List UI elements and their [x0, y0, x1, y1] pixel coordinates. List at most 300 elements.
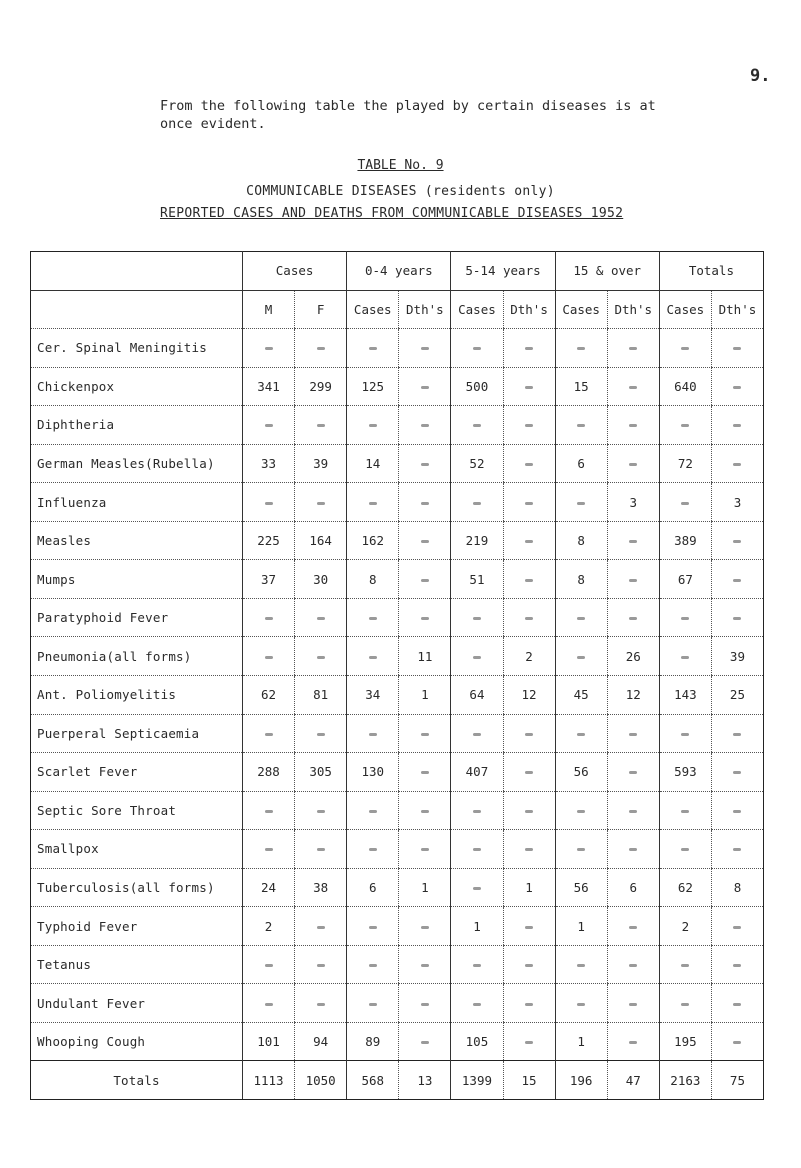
dash-mark — [265, 656, 273, 659]
value-cell — [347, 329, 399, 368]
value-cell: 101 — [243, 1022, 295, 1061]
value-cell — [503, 560, 555, 599]
value-cell — [347, 406, 399, 445]
value-cell — [607, 406, 659, 445]
value-cell: 164 — [295, 521, 347, 560]
dash-mark — [629, 810, 637, 813]
value-cell — [243, 637, 295, 676]
dash-mark — [681, 502, 689, 505]
dash-mark — [733, 1041, 741, 1044]
value-cell — [659, 598, 711, 637]
value-cell — [451, 945, 503, 984]
value-cell — [659, 329, 711, 368]
dash-mark — [577, 810, 585, 813]
value-cell — [451, 637, 503, 676]
dash-mark — [473, 347, 481, 350]
table-row — [31, 868, 764, 907]
disease-name: Chickenpox — [31, 367, 243, 406]
dash-mark — [265, 617, 273, 620]
dash-mark — [421, 964, 429, 967]
dash-mark — [421, 617, 429, 620]
dash-mark — [681, 964, 689, 967]
value-cell — [347, 791, 399, 830]
value-cell — [243, 984, 295, 1023]
value-cell — [503, 945, 555, 984]
value-cell: 1 — [451, 907, 503, 946]
table-row — [31, 329, 764, 368]
disease-name: Puerperal Septicaemia — [31, 714, 243, 753]
dash-mark — [733, 579, 741, 582]
value-cell: 225 — [243, 521, 295, 560]
value-cell — [711, 830, 763, 869]
dash-mark — [421, 1003, 429, 1006]
dash-mark — [369, 617, 377, 620]
dash-mark — [629, 848, 637, 851]
dash-mark — [369, 733, 377, 736]
dash-mark — [577, 848, 585, 851]
value-cell: 39 — [711, 637, 763, 676]
value-cell — [295, 406, 347, 445]
dash-mark — [421, 502, 429, 505]
value-cell — [295, 791, 347, 830]
dash-mark — [421, 926, 429, 929]
dash-mark — [629, 617, 637, 620]
dash-mark — [421, 347, 429, 350]
value-cell: 89 — [347, 1022, 399, 1061]
value-cell: 299 — [295, 367, 347, 406]
dash-mark — [473, 848, 481, 851]
value-cell: 15 — [555, 367, 607, 406]
dash-mark — [629, 926, 637, 929]
disease-name: Whooping Cough — [31, 1022, 243, 1061]
value-cell: 56 — [555, 753, 607, 792]
value-cell — [555, 406, 607, 445]
table-heading: COMMUNICABLE DISEASES (residents only) — [246, 184, 555, 199]
value-cell — [243, 714, 295, 753]
dash-mark — [525, 579, 533, 582]
dash-mark — [629, 424, 637, 427]
table-subheading: REPORTED CASES AND DEATHS FROM COMMUNICABLE DISEASES 1952 — [160, 206, 624, 221]
dash-mark — [525, 810, 533, 813]
value-cell — [503, 444, 555, 483]
value-cell: 6 — [555, 444, 607, 483]
value-cell — [451, 830, 503, 869]
value-cell: 11 — [399, 637, 451, 676]
value-cell — [399, 907, 451, 946]
value-cell: 24 — [243, 868, 295, 907]
dash-mark — [421, 386, 429, 389]
value-cell: 2163 — [659, 1061, 711, 1100]
value-cell: 3 — [711, 483, 763, 522]
value-cell — [399, 406, 451, 445]
value-cell — [347, 637, 399, 676]
dash-mark — [369, 848, 377, 851]
dash-mark — [629, 463, 637, 466]
dash-mark — [733, 771, 741, 774]
value-cell: 64 — [451, 676, 503, 715]
value-cell: 62 — [659, 868, 711, 907]
dash-mark — [525, 463, 533, 466]
group-header-row — [31, 252, 764, 291]
dash-mark — [421, 848, 429, 851]
value-cell — [607, 753, 659, 792]
value-cell — [659, 637, 711, 676]
table-row — [31, 406, 764, 445]
dash-mark — [473, 656, 481, 659]
value-cell: 1050 — [295, 1061, 347, 1100]
value-cell — [243, 329, 295, 368]
dash-mark — [317, 502, 325, 505]
dash-mark — [577, 1003, 585, 1006]
dash-mark — [733, 617, 741, 620]
value-cell: 195 — [659, 1022, 711, 1061]
value-cell — [399, 791, 451, 830]
disease-name: Scarlet Fever — [31, 753, 243, 792]
value-cell — [607, 367, 659, 406]
dash-mark — [473, 502, 481, 505]
value-cell: 500 — [451, 367, 503, 406]
value-cell — [607, 329, 659, 368]
value-cell: 2 — [503, 637, 555, 676]
disease-name: Cer. Spinal Meningitis — [31, 329, 243, 368]
value-cell — [399, 830, 451, 869]
value-cell: 33 — [243, 444, 295, 483]
value-cell — [451, 868, 503, 907]
value-cell: 8 — [555, 521, 607, 560]
value-cell: 162 — [347, 521, 399, 560]
dash-mark — [577, 617, 585, 620]
value-cell — [243, 598, 295, 637]
dash-mark — [473, 810, 481, 813]
value-cell — [399, 1022, 451, 1061]
blank-header-cell — [31, 290, 243, 329]
dash-mark — [265, 424, 273, 427]
value-cell — [451, 483, 503, 522]
dash-mark — [265, 848, 273, 851]
column-group-header: Totals — [659, 252, 763, 291]
value-cell — [295, 984, 347, 1023]
value-cell — [243, 406, 295, 445]
dash-mark — [421, 579, 429, 582]
value-cell: 62 — [243, 676, 295, 715]
disease-name: Measles — [31, 521, 243, 560]
dash-mark — [369, 424, 377, 427]
column-subheader: Cases — [451, 290, 503, 329]
value-cell — [711, 521, 763, 560]
dash-mark — [733, 1003, 741, 1006]
value-cell: 288 — [243, 753, 295, 792]
dash-mark — [317, 810, 325, 813]
dash-mark — [421, 733, 429, 736]
disease-name: Mumps — [31, 560, 243, 599]
dash-mark — [629, 540, 637, 543]
column-subheader: Dth's — [399, 290, 451, 329]
value-cell — [347, 907, 399, 946]
value-cell — [659, 483, 711, 522]
dash-mark — [629, 733, 637, 736]
value-cell — [399, 444, 451, 483]
dash-mark — [317, 347, 325, 350]
value-cell — [711, 1022, 763, 1061]
dash-mark — [421, 540, 429, 543]
dash-mark — [525, 386, 533, 389]
value-cell — [555, 830, 607, 869]
value-cell: 389 — [659, 521, 711, 560]
table-row — [31, 483, 764, 522]
dash-mark — [733, 424, 741, 427]
table-row — [31, 791, 764, 830]
value-cell — [503, 714, 555, 753]
dash-mark — [473, 964, 481, 967]
corner-cell — [31, 252, 243, 291]
value-cell — [607, 984, 659, 1023]
value-cell — [711, 560, 763, 599]
dash-mark — [317, 1003, 325, 1006]
value-cell — [295, 483, 347, 522]
value-cell: 3 — [607, 483, 659, 522]
column-subheader: Cases — [659, 290, 711, 329]
dash-mark — [733, 386, 741, 389]
table-row — [31, 598, 764, 637]
value-cell — [503, 791, 555, 830]
value-cell: 640 — [659, 367, 711, 406]
dash-mark — [681, 733, 689, 736]
dash-mark — [629, 1041, 637, 1044]
value-cell: 105 — [451, 1022, 503, 1061]
disease-name: Undulant Fever — [31, 984, 243, 1023]
value-cell: 305 — [295, 753, 347, 792]
value-cell — [503, 329, 555, 368]
value-cell: 13 — [399, 1061, 451, 1100]
dash-mark — [317, 424, 325, 427]
dash-mark — [681, 617, 689, 620]
value-cell: 143 — [659, 676, 711, 715]
value-cell: 8 — [347, 560, 399, 599]
value-cell — [503, 907, 555, 946]
value-cell — [399, 329, 451, 368]
value-cell — [295, 714, 347, 753]
value-cell — [659, 791, 711, 830]
value-cell: 37 — [243, 560, 295, 599]
dash-mark — [733, 463, 741, 466]
disease-name: Influenza — [31, 483, 243, 522]
value-cell — [243, 830, 295, 869]
value-cell — [711, 791, 763, 830]
dash-mark — [525, 1003, 533, 1006]
dash-mark — [733, 848, 741, 851]
value-cell: 39 — [295, 444, 347, 483]
dash-mark — [629, 386, 637, 389]
value-cell: 67 — [659, 560, 711, 599]
dash-mark — [525, 540, 533, 543]
dash-mark — [421, 463, 429, 466]
value-cell — [659, 945, 711, 984]
value-cell: 12 — [607, 676, 659, 715]
table-row — [31, 1022, 764, 1061]
value-cell: 1 — [399, 676, 451, 715]
subheader-row — [31, 290, 764, 329]
table-row — [31, 945, 764, 984]
dash-mark — [265, 502, 273, 505]
value-cell — [607, 444, 659, 483]
dash-mark — [369, 926, 377, 929]
value-cell: 2 — [243, 907, 295, 946]
disease-name: Septic Sore Throat — [31, 791, 243, 830]
dash-mark — [629, 771, 637, 774]
value-cell — [295, 329, 347, 368]
value-cell — [399, 753, 451, 792]
value-cell — [451, 406, 503, 445]
totals-row — [31, 1061, 764, 1100]
value-cell: 81 — [295, 676, 347, 715]
value-cell: 45 — [555, 676, 607, 715]
value-cell — [295, 830, 347, 869]
dash-mark — [525, 617, 533, 620]
dash-mark — [473, 887, 481, 890]
dash-mark — [369, 656, 377, 659]
value-cell — [243, 791, 295, 830]
dash-mark — [577, 424, 585, 427]
value-cell — [607, 791, 659, 830]
dash-mark — [525, 733, 533, 736]
value-cell — [711, 907, 763, 946]
value-cell: 1 — [555, 1022, 607, 1061]
dash-mark — [317, 656, 325, 659]
value-cell — [295, 945, 347, 984]
value-cell: 341 — [243, 367, 295, 406]
value-cell: 51 — [451, 560, 503, 599]
value-cell — [659, 830, 711, 869]
value-cell: 30 — [295, 560, 347, 599]
dash-mark — [577, 656, 585, 659]
value-cell — [607, 945, 659, 984]
dash-mark — [317, 926, 325, 929]
disease-name: Diphtheria — [31, 406, 243, 445]
dash-mark — [525, 964, 533, 967]
value-cell — [711, 714, 763, 753]
dash-mark — [525, 502, 533, 505]
dash-mark — [369, 502, 377, 505]
dash-mark — [369, 810, 377, 813]
value-cell — [711, 406, 763, 445]
value-cell: 593 — [659, 753, 711, 792]
dash-mark — [421, 424, 429, 427]
disease-table — [30, 251, 764, 1100]
value-cell — [399, 714, 451, 753]
dash-mark — [681, 1003, 689, 1006]
value-cell — [607, 714, 659, 753]
column-subheader: Dth's — [607, 290, 659, 329]
value-cell — [347, 984, 399, 1023]
column-subheader: Cases — [555, 290, 607, 329]
value-cell — [555, 714, 607, 753]
value-cell: 34 — [347, 676, 399, 715]
value-cell — [711, 945, 763, 984]
dash-mark — [317, 733, 325, 736]
column-group-header: 0-4 years — [347, 252, 451, 291]
dash-mark — [473, 733, 481, 736]
value-cell — [347, 598, 399, 637]
dash-mark — [733, 347, 741, 350]
value-cell — [451, 791, 503, 830]
disease-name: Tetanus — [31, 945, 243, 984]
dash-mark — [733, 540, 741, 543]
value-cell: 407 — [451, 753, 503, 792]
dash-mark — [473, 1003, 481, 1006]
disease-name: Ant. Poliomyelitis — [31, 676, 243, 715]
value-cell: 1399 — [451, 1061, 503, 1100]
value-cell — [555, 984, 607, 1023]
value-cell — [659, 984, 711, 1023]
value-cell: 72 — [659, 444, 711, 483]
value-cell: 1113 — [243, 1061, 295, 1100]
value-cell — [555, 945, 607, 984]
value-cell — [399, 945, 451, 984]
value-cell — [399, 521, 451, 560]
value-cell — [607, 521, 659, 560]
value-cell: 8 — [711, 868, 763, 907]
column-group-header: 15 & over — [555, 252, 659, 291]
value-cell: 75 — [711, 1061, 763, 1100]
value-cell — [659, 406, 711, 445]
dash-mark — [421, 810, 429, 813]
dash-mark — [681, 424, 689, 427]
value-cell — [503, 984, 555, 1023]
value-cell: 38 — [295, 868, 347, 907]
dash-mark — [265, 733, 273, 736]
value-cell: 14 — [347, 444, 399, 483]
table-row — [31, 444, 764, 483]
value-cell — [607, 598, 659, 637]
dash-mark — [473, 424, 481, 427]
value-cell — [399, 598, 451, 637]
value-cell — [503, 483, 555, 522]
dash-mark — [629, 579, 637, 582]
value-cell — [503, 406, 555, 445]
dash-mark — [681, 810, 689, 813]
value-cell: 2 — [659, 907, 711, 946]
table-row — [31, 714, 764, 753]
disease-name: German Measles(Rubella) — [31, 444, 243, 483]
value-cell — [503, 830, 555, 869]
value-cell — [555, 483, 607, 522]
column-subheader: Cases — [347, 290, 399, 329]
table-row — [31, 830, 764, 869]
value-cell — [555, 791, 607, 830]
dash-mark — [317, 848, 325, 851]
value-cell: 1 — [399, 868, 451, 907]
dash-mark — [317, 617, 325, 620]
column-subheader: Dth's — [711, 290, 763, 329]
value-cell — [503, 598, 555, 637]
value-cell — [711, 984, 763, 1023]
dash-mark — [265, 964, 273, 967]
dash-mark — [681, 656, 689, 659]
value-cell — [711, 444, 763, 483]
dash-mark — [265, 347, 273, 350]
table-row — [31, 637, 764, 676]
column-group-header: 5-14 years — [451, 252, 555, 291]
value-cell — [347, 945, 399, 984]
value-cell — [451, 714, 503, 753]
value-cell — [503, 1022, 555, 1061]
table-row — [31, 984, 764, 1023]
value-cell — [555, 329, 607, 368]
value-cell: 568 — [347, 1061, 399, 1100]
value-cell: 94 — [295, 1022, 347, 1061]
dash-mark — [629, 347, 637, 350]
value-cell: 1 — [555, 907, 607, 946]
